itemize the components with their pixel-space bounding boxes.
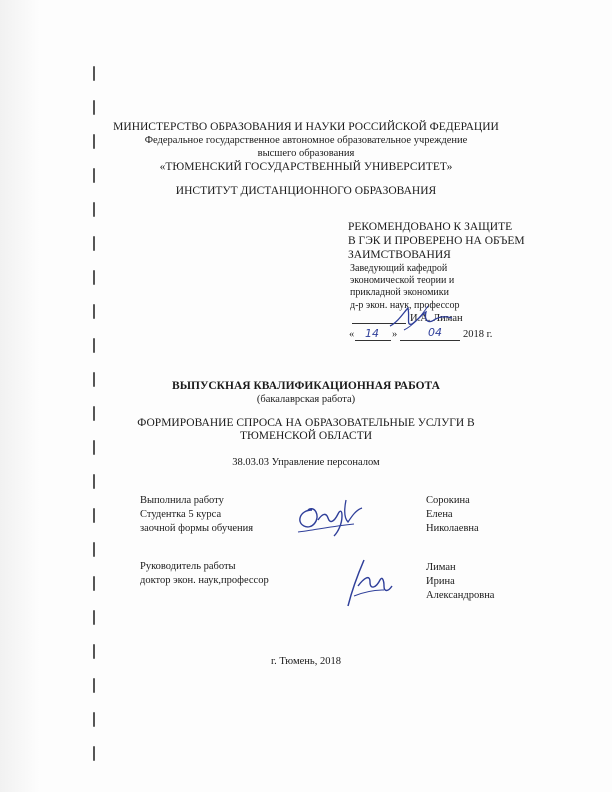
approver-role-1: Заведующий кафедрой	[350, 263, 448, 274]
date-year: 2018 г.	[463, 329, 493, 340]
approval-line-3: ЗАИМСТВОВАНИЯ	[348, 249, 451, 261]
ministry-name: МИНИСТЕРСТВО ОБРАЗОВАНИЯ И НАУКИ РОССИЙСКОЙ ФЕДЕРАЦИИ	[113, 121, 499, 133]
binding-mark	[93, 474, 95, 489]
university-name: «ТЮМЕНСКИЙ ГОСУДАРСТВЕННЫЙ УНИВЕРСИТЕТ»	[159, 161, 453, 173]
supervisor-label-1: Руководитель работы	[140, 561, 236, 572]
student-signature	[290, 496, 370, 540]
supervisor-label-2: доктор экон. наук,профессор	[140, 575, 269, 586]
student-label-3: заочной формы обучения	[140, 523, 254, 534]
student-label-2: Студентка 5 курса	[140, 509, 222, 520]
student-surname: Сорокина	[426, 495, 470, 506]
date-month: 04	[428, 326, 442, 339]
date-month-line	[400, 340, 460, 341]
date-close-quote: »	[392, 329, 398, 340]
work-type: ВЫПУСКНАЯ КВАЛИФИКАЦИОННАЯ РАБОТА	[172, 380, 440, 392]
supervisor-signature	[340, 556, 396, 612]
binding-mark	[93, 610, 95, 625]
approval-line-2: В ГЭК И ПРОВЕРЕНО НА ОБЪЕМ	[348, 235, 525, 247]
approver-role-2: экономической теории и	[350, 275, 455, 286]
binding-mark	[93, 576, 95, 591]
binding-mark	[93, 712, 95, 727]
institute-name: ИНСТИТУТ ДИСТАНЦИОННОГО ОБРАЗОВАНИЯ	[175, 185, 437, 197]
binding-mark	[93, 746, 95, 761]
binding-mark	[93, 202, 95, 217]
approver-signature	[386, 300, 458, 339]
binding-mark	[93, 236, 95, 251]
student-name: Елена	[426, 509, 453, 520]
date-day: 14	[365, 327, 379, 340]
work-title-line-2: ТЮМЕНСКОЙ ОБЛАСТИ	[239, 430, 373, 442]
approver-degree: д-р экон. наук, профессор	[350, 300, 460, 311]
supervisor-name: Ирина	[426, 576, 455, 587]
date-open-quote: «	[349, 329, 355, 340]
binding-mark	[93, 338, 95, 353]
student-patronymic: Николаевна	[426, 523, 479, 534]
approval-line-1: РЕКОМЕНДОВАНО К ЗАЩИТЕ	[348, 221, 513, 233]
institution-type: Федеральное государственное автономное образовательное учреждение	[144, 135, 468, 146]
binding-mark	[93, 304, 95, 319]
work-title-line-1: ФОРМИРОВАНИЕ СПРОСА НА ОБРАЗОВАТЕЛЬНЫЕ УСЛУГИ В	[137, 417, 475, 429]
approver-name: И.А. Лиман	[410, 313, 463, 324]
city-year: г. Тюмень, 2018	[271, 656, 341, 667]
education-level: высшего образования	[257, 148, 355, 159]
student-label-1: Выполнила работу	[140, 495, 224, 506]
date-day-line	[355, 340, 391, 341]
work-subtype: (бакалаврская работа)	[256, 394, 356, 405]
approver-role-3: прикладной экономики	[350, 287, 449, 298]
binding-mark	[93, 270, 95, 285]
binding-mark	[93, 508, 95, 523]
specialty: 38.03.03 Управление персоналом	[232, 457, 380, 468]
binding-mark	[93, 678, 95, 693]
binding-mark	[93, 100, 95, 115]
supervisor-patronymic: Александровна	[426, 590, 495, 601]
supervisor-surname: Лиман	[426, 562, 456, 573]
binding-mark	[93, 66, 95, 81]
binding-mark	[93, 542, 95, 557]
